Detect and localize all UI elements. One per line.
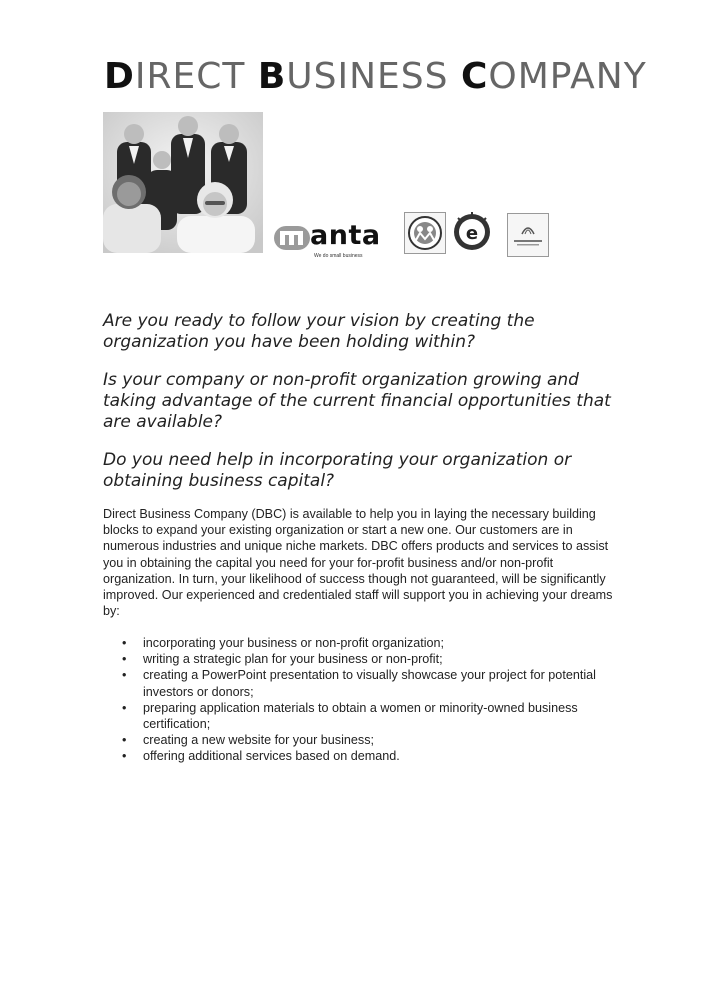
team-photo xyxy=(103,112,263,253)
title-initial: C xyxy=(460,56,489,97)
list-item xyxy=(103,635,623,651)
certification-seal-icon xyxy=(404,212,446,254)
association-emblem-icon xyxy=(507,213,549,257)
heading-growth: Is your company or non-profit organization growing and taking advantage of the current financial opportunities that are available? xyxy=(103,370,611,432)
service-text: creating a new website for your business; xyxy=(143,733,375,748)
title-initial: B xyxy=(257,56,287,97)
bullet-icon: • xyxy=(122,733,127,748)
manta-wordmark: anta xyxy=(310,220,381,251)
heading-vision: Are you ready to follow your vision by creating the organization you have been holding within? xyxy=(103,311,535,352)
bullet-icon: • xyxy=(122,636,127,650)
bullet-icon: • xyxy=(122,749,127,764)
heading-help: Do you need help in incorporating your organization or obtaining business capital? xyxy=(103,450,572,491)
manta-tagline: We do small business xyxy=(314,253,363,259)
svg-text:e: e xyxy=(465,223,479,244)
title-rest: OMPANY xyxy=(488,56,647,97)
title-initial: D xyxy=(104,56,135,97)
team-photo-illustration xyxy=(103,112,263,253)
green-e-icon xyxy=(452,210,492,254)
list-item xyxy=(103,732,623,748)
bullet-icon: • xyxy=(122,668,127,683)
list-item xyxy=(103,667,623,699)
list-item xyxy=(103,748,623,764)
service-text: writing a strategic plan for your business or non-profit; xyxy=(143,652,443,667)
service-text: incorporating your business or non-profit organization; xyxy=(143,636,445,650)
service-text: creating a PowerPoint presentation to visually showcase your project for potential investors or donors; xyxy=(143,668,596,699)
list-item xyxy=(103,651,623,667)
manta-m-icon xyxy=(274,226,310,250)
service-text: preparing application materials to obtain a women or minority-owned business certification; xyxy=(143,700,578,732)
company-title xyxy=(104,56,647,97)
bullet-icon: • xyxy=(122,652,127,667)
service-text: offering additional services based on demand. xyxy=(143,749,400,764)
title-rest: USINESS xyxy=(286,56,461,97)
title-rest: IRECT xyxy=(134,56,258,97)
intro-paragraph: Direct Business Company (DBC) is available to help you in laying the necessary building blocks to expand your existing organization or start a new one. Our customers are in numerous industries and unique niche markets. DBC offers products and services to assist you in obtaining the capital you need for your for-profit business and/or non-profit organization. In turn, your likelihood of success though not guaranteed, will be significantly improved. Our experienced and credentialed staff will support you in achieving your dreams by: xyxy=(103,507,613,619)
bullet-icon: • xyxy=(122,700,127,715)
services-list xyxy=(103,635,623,765)
manta-logo xyxy=(274,222,398,262)
list-item xyxy=(103,700,623,732)
